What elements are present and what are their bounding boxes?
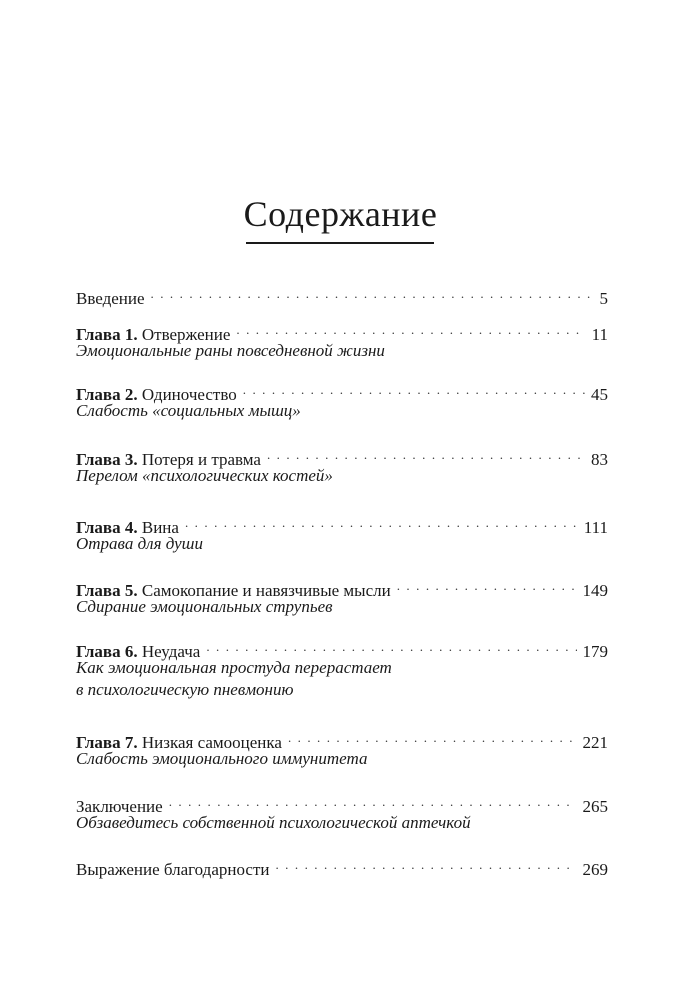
toc-entry-label [76,859,269,881]
toc-page-number: 269 [582,860,608,879]
toc-entry-subtitle: Отрава для души [76,534,203,553]
dot-leader [151,282,594,304]
toc-page-number: 265 [582,797,608,816]
toc-entry-name: Вина [141,518,179,537]
dot-leader [243,378,585,400]
toc-chapter-number: Глава 6. [76,642,138,661]
dot-leader [236,318,585,340]
toc-entry-subtitle: Слабость «социальных мышц» [76,401,301,420]
page-title: Содержание [243,194,438,234]
toc-entry-label [76,288,145,310]
toc-entry-subtitle: Сдирание эмоциональных струпьев [76,597,333,616]
toc-entry-subtitle: Слабость эмоционального иммунитета [76,749,368,768]
toc-entry-subtitle: Эмоциональные раны повседневной жизни [76,341,385,360]
toc-chapter-number: Глава 3. [76,450,138,469]
toc-entry-chapter-1[interactable] [76,318,608,362]
dot-leader [275,853,576,875]
toc-entry-chapter-6[interactable] [76,635,608,701]
dot-leader [267,443,585,465]
toc-entry-subtitle: в психологическую пневмонию [76,680,294,699]
toc-chapter-number: Глава 5. [76,581,138,600]
toc-page-number: 5 [599,289,608,308]
toc-chapter-number: Глава 2. [76,385,138,404]
toc-page-number: 11 [591,325,608,344]
toc-entry-name: Неудача [141,642,201,661]
title-underline [246,242,434,244]
toc-entry-name: Самокопание и навязчивые мысли [141,581,391,600]
toc-chapter-number: Глава 4. [76,518,138,537]
dot-leader [397,574,577,596]
toc-page-number: 111 [583,518,608,537]
toc-entry-chapter-3[interactable] [76,443,608,487]
dot-leader [169,790,577,812]
toc-entry-name: Заключение [76,797,163,816]
toc-page-number: 83 [591,450,608,469]
toc-page-number: 149 [582,581,608,600]
toc-page-number: 221 [582,733,608,752]
toc-entry-subtitle: Перелом «психологических костей» [76,466,333,485]
toc-entry-subtitle: Как эмоциональная простуда перерастает [76,658,392,677]
dot-leader [185,511,578,533]
toc-page-number: 45 [591,385,608,404]
toc-entry-subtitle: Обзаведитесь собственной психологической аптечкой [76,813,471,832]
dot-leader [206,635,576,657]
toc-entry-acknowledgements[interactable] [76,853,608,879]
toc-entry-chapter-2[interactable] [76,378,608,422]
toc-entry-name: Низкая самооценка [141,733,282,752]
toc-entry-chapter-5[interactable] [76,574,608,618]
toc-entry-chapter-7[interactable] [76,726,608,770]
toc-chapter-number: Глава 7. [76,733,138,752]
toc-chapter-number: Глава 1. [76,325,138,344]
toc-entry-name: Выражение благодарности [76,860,270,879]
toc-entry-name: Потеря и травма [141,450,261,469]
dot-leader [288,726,577,748]
toc-entry-name: Отвержение [141,325,231,344]
toc-entry-chapter-4[interactable] [76,511,608,555]
toc-entry-name: Одиночество [141,385,237,404]
toc-page-number: 179 [582,642,608,661]
toc-entry-introduction[interactable] [76,282,608,308]
toc-entry-name: Введение [76,289,145,308]
toc-entry-conclusion[interactable] [76,790,608,834]
